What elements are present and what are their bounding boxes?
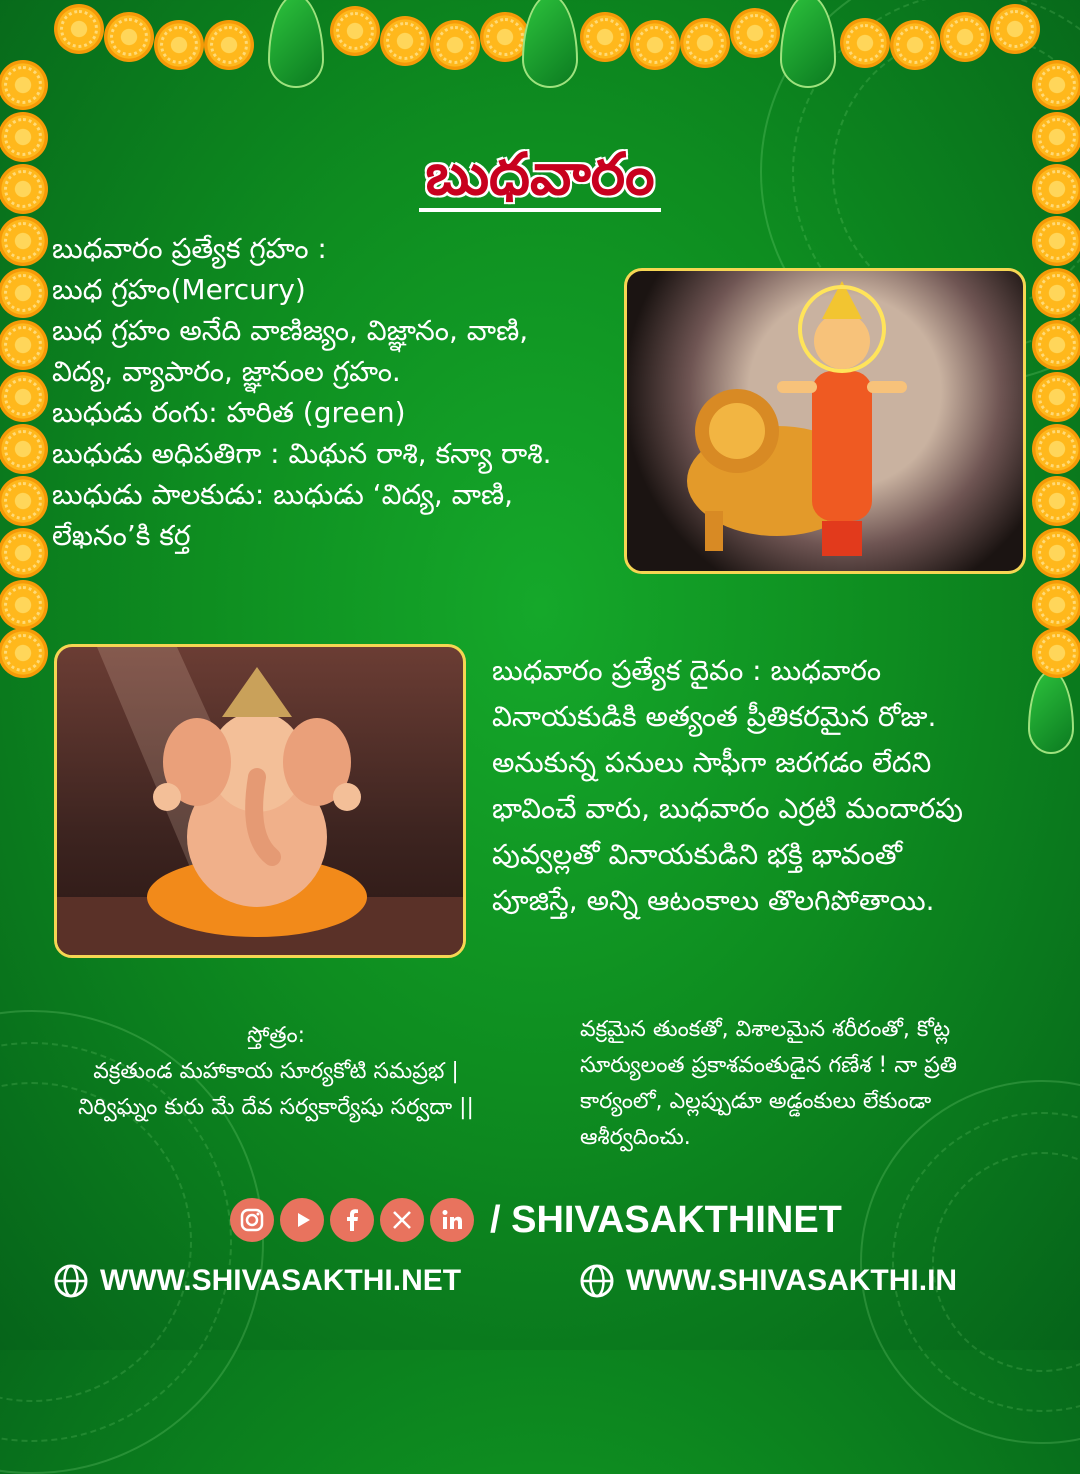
stotram-line: వక్రతుండ మహాకాయ సూర్యకోటి సమప్రభ | <box>93 1059 459 1084</box>
stotram-line: నిర్విఘ్నం కురు మే దేవ సర్వకార్యేషు సర్వదా || <box>78 1095 474 1120</box>
page-title: బుధవారం <box>419 140 660 212</box>
meaning-line: వక్రమైన తుంకతో, విశాలమైన శరీరంతో, కోట్ల <box>580 1017 951 1042</box>
ganesha-idol-image <box>54 644 466 958</box>
deity-info-block <box>492 648 1052 924</box>
ganesha-illustration <box>57 647 463 955</box>
social-links-row <box>230 1192 842 1248</box>
website-url[interactable]: WWW.SHIVASAKTHI.NET <box>100 1264 462 1297</box>
graha-line: లేఖనం’కి కర్త <box>52 519 191 552</box>
meaning-line: సూర్యులంత ప్రకాశవంతుడైన గణేశ ! నా ప్రతి <box>580 1053 957 1078</box>
page-title-wrap <box>0 140 1080 223</box>
budha-illustration <box>627 271 1023 571</box>
mango-leaf-decoration <box>522 0 578 88</box>
deity-line: పువ్వల్లతో వినాయకుడిని భక్తి భావంతో <box>492 838 903 871</box>
graha-info-block <box>52 228 632 556</box>
deity-line: వినాయకుడికి అత్యంత ప్రీతికరమైన రోజు. <box>492 700 937 733</box>
deity-line: అనుకున్న పనులు సాఫీగా జరగడం లేదని <box>492 746 932 779</box>
graha-line: బుధుడు అధిపతిగా : మిథున రాశి, కన్యా రాశి. <box>52 437 552 470</box>
facebook-icon[interactable] <box>330 1198 374 1242</box>
deity-line: పూజిస్తే, అన్ని ఆటంకాలు తొలగిపోతాయి. <box>492 884 935 917</box>
graha-line: బుధ గ్రహం అనేది వాణిజ్యం, విజ్ఞానం, వాణి, <box>52 314 529 347</box>
stotram-heading: స్తోత్రం: <box>246 1023 306 1048</box>
globe-icon <box>52 1262 90 1300</box>
graha-line: విద్య, వ్యాపారం, జ్ఞానంల గ్రహం. <box>52 355 401 388</box>
mango-leaf-decoration <box>268 0 324 88</box>
website-link-net[interactable] <box>52 1258 461 1304</box>
social-handle[interactable]: / SHIVASAKTHINET <box>490 1198 842 1241</box>
marigold-garland-right <box>1030 0 1080 680</box>
website-url[interactable]: WWW.SHIVASAKTHI.IN <box>626 1264 958 1297</box>
stotram-block <box>0 1018 552 1126</box>
x-icon[interactable] <box>380 1198 424 1242</box>
globe-icon <box>578 1262 616 1300</box>
graha-line: బుధ గ్రహం(Mercury) <box>52 273 306 306</box>
website-link-in[interactable] <box>578 1258 957 1304</box>
meaning-line: ఆశీర్వదించు. <box>580 1125 691 1150</box>
deity-line: బుధవారం ప్రత్యేక దైవం : బుధవారం <box>492 654 882 687</box>
stotram-meaning-block <box>580 1012 1050 1156</box>
graha-line: బుధుడు పాలకుడు: బుధుడు ‘విద్య, వాణి, <box>52 478 514 511</box>
deity-line: భావించే వారు, బుధవారం ఎర్రటి మందారపు <box>492 792 963 825</box>
graha-line: బుధుడు రంగు: హరిత (green) <box>52 396 406 429</box>
instagram-icon[interactable] <box>230 1198 274 1242</box>
mango-leaf-decoration <box>780 0 836 88</box>
meaning-line: కార్యంలో, ఎల్లప్పుడూ అడ్డంకులు లేకుండా <box>580 1089 932 1114</box>
budha-deity-image <box>624 268 1026 574</box>
youtube-icon[interactable] <box>280 1198 324 1242</box>
marigold-garland-left <box>0 0 50 680</box>
graha-line: బుధవారం ప్రత్యేక గ్రహం : <box>52 232 327 265</box>
linkedin-icon[interactable] <box>430 1198 474 1242</box>
